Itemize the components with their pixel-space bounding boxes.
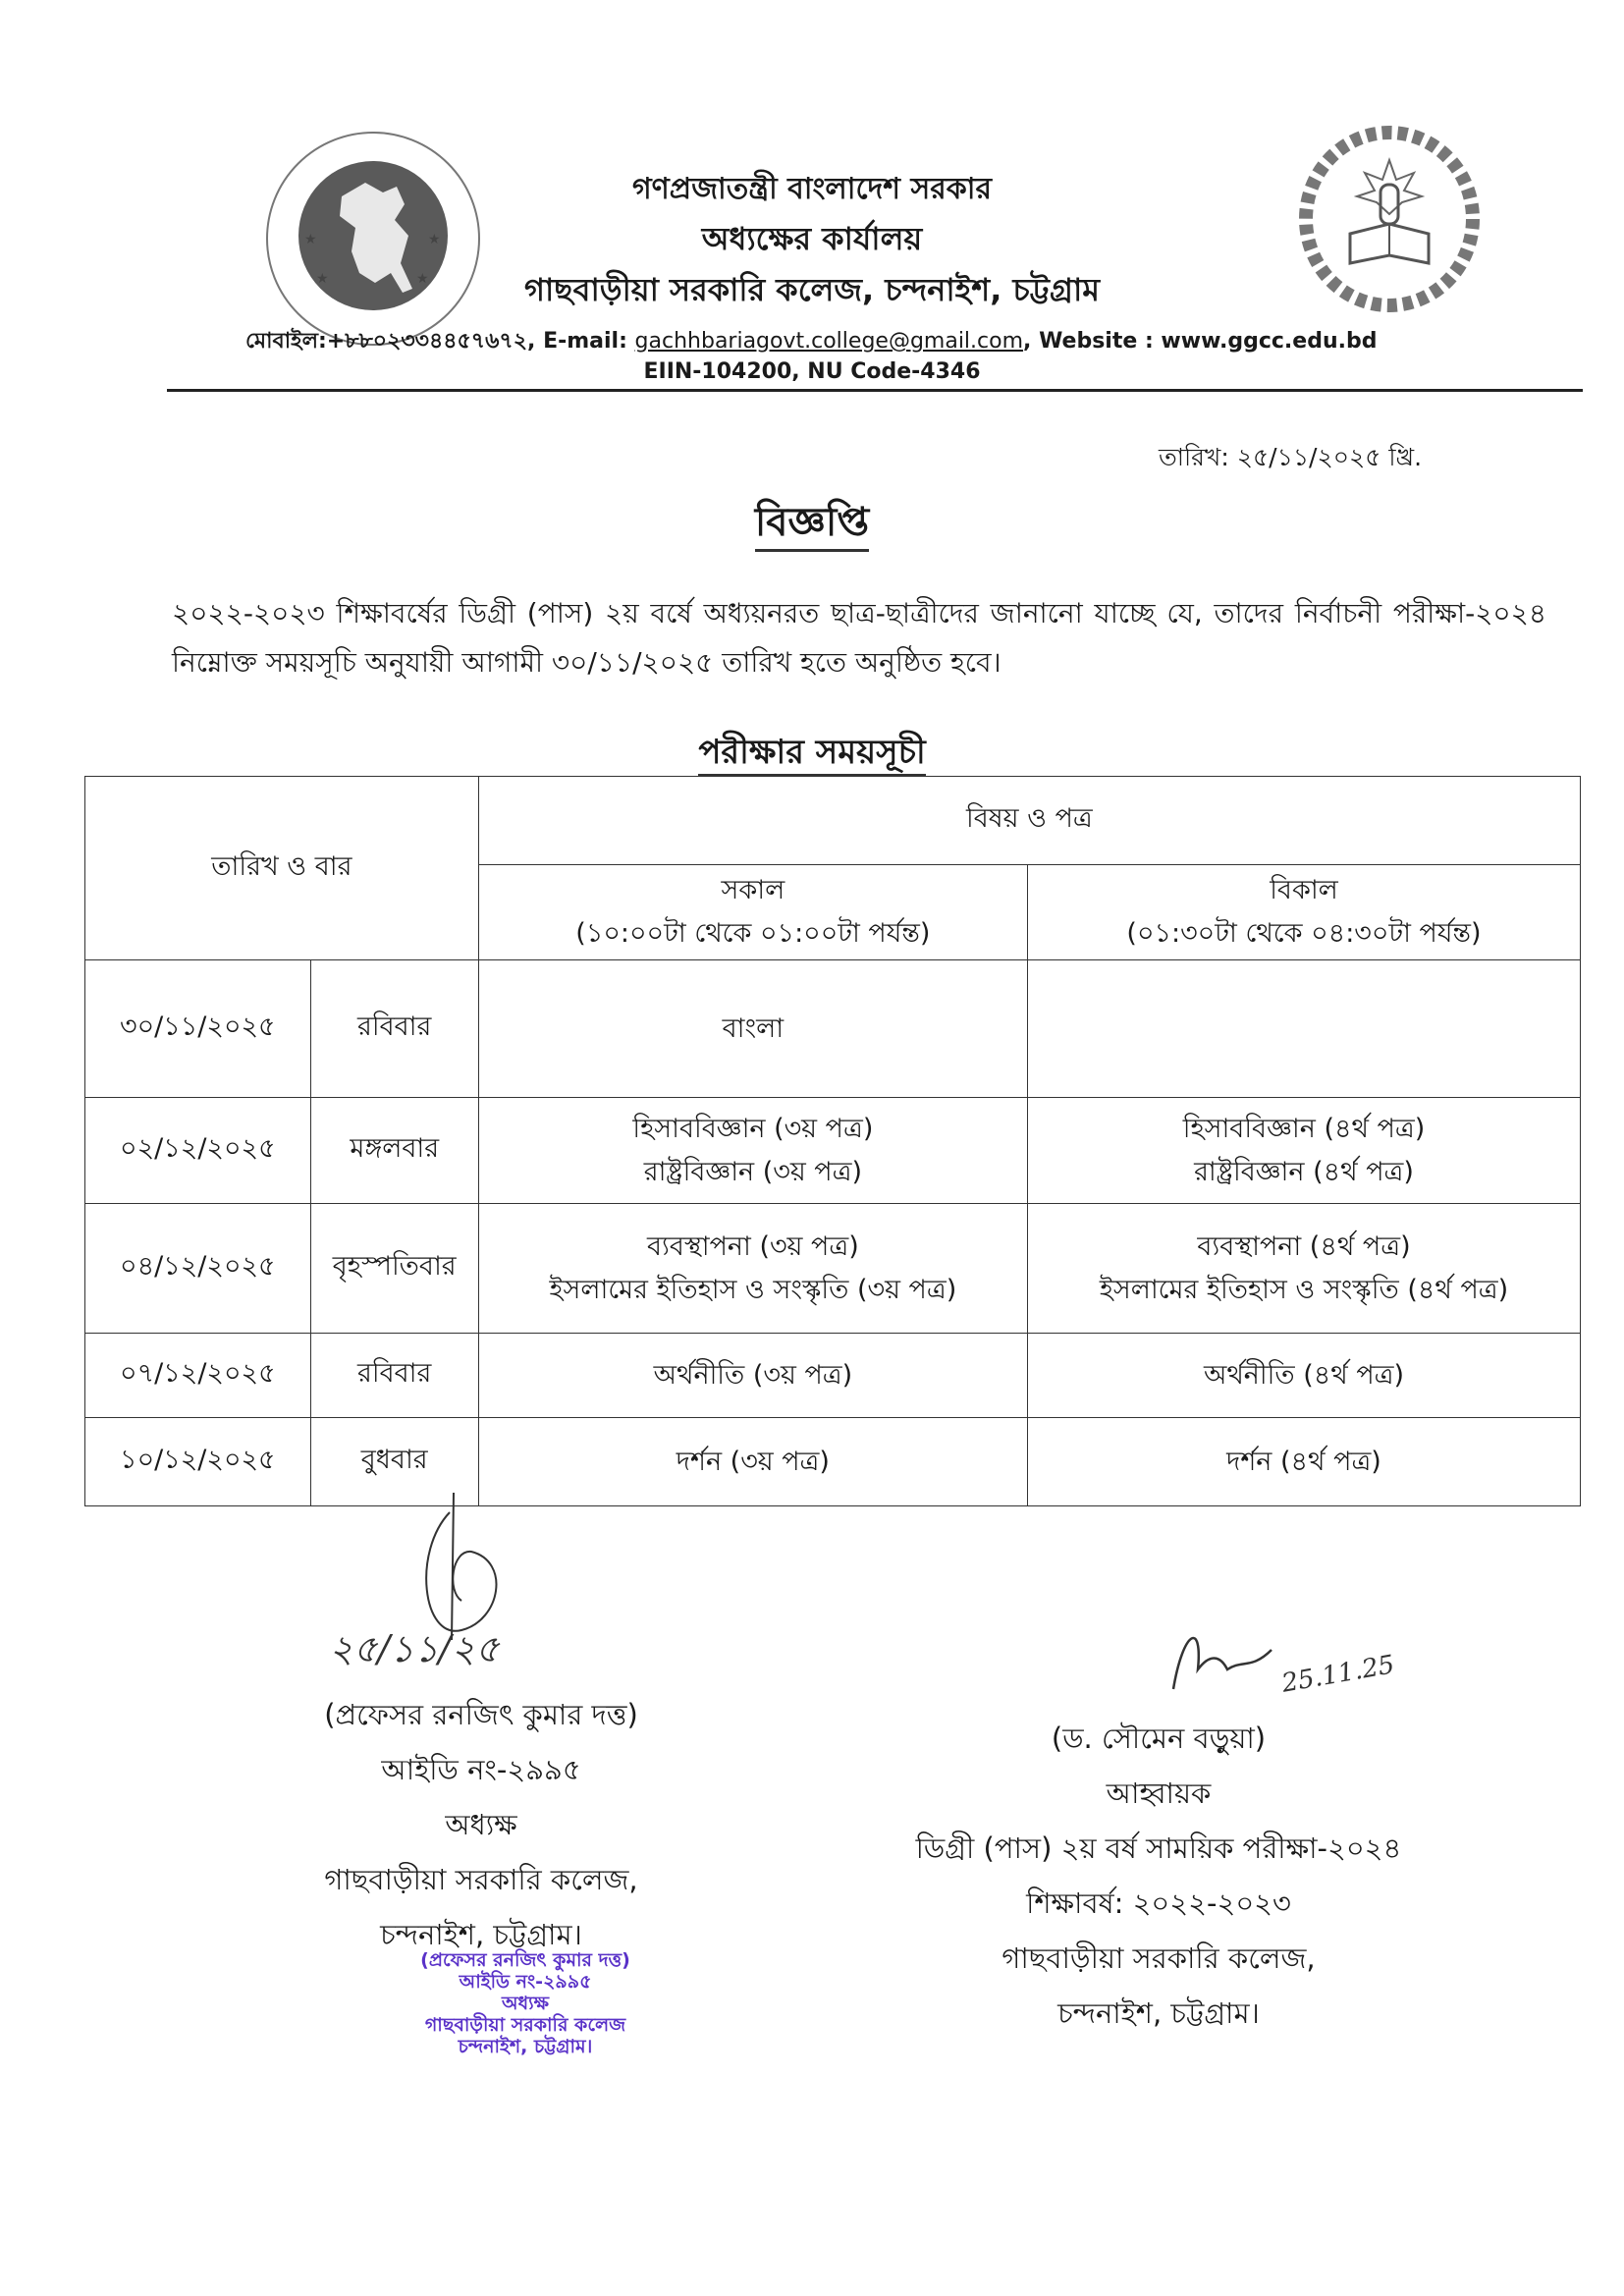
schedule-title-text: পরীক্ষার সময়সূচী bbox=[698, 733, 925, 777]
principal-institution: গাছবাড়ীয়া সরকারি কলেজ, bbox=[324, 1863, 638, 1896]
afternoon-subject: হিসাববিজ্ঞান (৪র্থ পত্র) bbox=[1182, 1113, 1426, 1144]
table-row bbox=[85, 960, 1581, 1098]
exam-day: বৃহস্পতিবার bbox=[310, 1204, 478, 1334]
convener-signature bbox=[1154, 1620, 1291, 1699]
table-row bbox=[85, 1418, 1581, 1506]
notice-title bbox=[0, 491, 1624, 557]
table-row bbox=[85, 1204, 1581, 1334]
svg-text:★: ★ bbox=[428, 232, 441, 247]
morning-subject: রাষ্ট্রবিজ্ঞান (৩য় পত্র) bbox=[643, 1156, 863, 1187]
convener-designation: আহ্বায়ক bbox=[1106, 1777, 1212, 1810]
svg-text:★: ★ bbox=[416, 271, 429, 287]
exam-day: রবিবার bbox=[310, 960, 478, 1098]
morning-subject: অর্থনীতি (৩য় পত্র) bbox=[653, 1359, 853, 1391]
email-label: E-mail: bbox=[543, 329, 627, 354]
subject-header: বিষয় ও পত্র bbox=[478, 777, 1580, 865]
morning-subject: ইসলামের ইতিহাস ও সংস্কৃতি (৩য় পত্র) bbox=[549, 1274, 957, 1305]
mobile-number: +৮৮০২৩৩৪৪৫৭৬৭২ bbox=[326, 329, 528, 354]
morning-subjects bbox=[478, 1098, 1027, 1204]
afternoon-subjects bbox=[1027, 960, 1580, 1098]
exam-date: ০৭/১২/২০২৫ bbox=[85, 1334, 311, 1418]
convener-session: শিক্ষাবর্ষ: ২০২২-২০২৩ bbox=[1026, 1886, 1291, 1920]
convener-location: চন্দনাইশ, চট্টগ্রাম। bbox=[1057, 1996, 1260, 2030]
convener-name: (ড. সৌমেন বড়ুয়া) bbox=[1051, 1722, 1267, 1755]
afternoon-time: (০১:৩০টা থেকে ০৪:৩০টা পর্যন্ত) bbox=[1126, 918, 1482, 949]
afternoon-subjects bbox=[1027, 1204, 1580, 1334]
principal-designation: অধ্যক্ষ bbox=[445, 1808, 517, 1841]
afternoon-subject: ব্যবস্থাপনা (৪র্থ পত্র) bbox=[1197, 1230, 1411, 1262]
convener-committee: ডিগ্রী (পাস) ২য় বর্ষ সাময়িক পরীক্ষা-২০২৪ bbox=[915, 1831, 1402, 1865]
stamp-name: (প্রফেসর রনজিৎ কুমার দত্ত) bbox=[420, 1949, 630, 1971]
convener-signature-block bbox=[815, 1711, 1502, 2041]
morning-subject: হিসাববিজ্ঞান (৩য় পত্র) bbox=[632, 1113, 874, 1144]
government-name: গণপ্রজাতন্ত্রী বাংলাদেশ সরকার bbox=[632, 172, 992, 206]
principal-name: (প্রফেসর রনজিৎ কুমার দত্ত) bbox=[324, 1698, 638, 1731]
exam-date: ০২/১২/২০২৫ bbox=[85, 1098, 311, 1204]
principal-location: চন্দনাইশ, চট্টগ্রাম। bbox=[380, 1918, 582, 1951]
schedule-body bbox=[85, 960, 1581, 1506]
exam-day: রবিবার bbox=[310, 1334, 478, 1418]
morning-subject: দর্শন (৩য় পত্র) bbox=[676, 1446, 830, 1477]
email-link[interactable]: gachhbariagovt.college@gmail.com bbox=[634, 329, 1024, 354]
morning-label: সকাল bbox=[721, 875, 785, 905]
notice-title-text: বিজ্ঞপ্তি bbox=[755, 500, 869, 552]
stamp-institution: গাছবাড়ীয়া সরকারি কলেজ bbox=[424, 2014, 626, 2036]
afternoon-subject: ইসলামের ইতিহাস ও সংস্কৃতি (৪র্থ পত্র) bbox=[1099, 1274, 1509, 1305]
stamp-location: চন্দনাইশ, চট্টগ্রাম। bbox=[458, 2036, 593, 2057]
morning-subject: বাংলা bbox=[722, 1012, 785, 1044]
exam-date: ০৪/১২/২০২৫ bbox=[85, 1204, 311, 1334]
exam-day: মঙ্গলবার bbox=[310, 1098, 478, 1204]
stamp-id: আইডি নং-২৯৯৫ bbox=[459, 1971, 592, 1993]
table-row bbox=[85, 1334, 1581, 1418]
notice-date: তারিখ: ২৫/১১/২০২৫ খ্রি. bbox=[1159, 443, 1423, 471]
afternoon-subjects bbox=[1027, 1418, 1580, 1506]
afternoon-subjects bbox=[1027, 1098, 1580, 1204]
morning-subjects bbox=[478, 1204, 1027, 1334]
table-header-row bbox=[85, 777, 1581, 865]
afternoon-subject: রাষ্ট্রবিজ্ঞান (৪র্থ পত্র) bbox=[1194, 1156, 1414, 1187]
morning-subjects bbox=[478, 1418, 1027, 1506]
exam-date: ১০/১২/২০২৫ bbox=[85, 1418, 311, 1506]
svg-text:★: ★ bbox=[316, 271, 329, 287]
morning-header bbox=[478, 865, 1027, 960]
eiin-code: EIIN-104200, NU Code-4346 bbox=[643, 359, 981, 384]
morning-time: (১০:০০টা থেকে ০১:০০টা পর্যন্ত) bbox=[575, 918, 931, 949]
exam-day: বুধবার bbox=[310, 1418, 478, 1506]
office-name: অধ্যক্ষের কার্যালয় bbox=[701, 220, 923, 257]
mobile-label: মোবাইল: bbox=[245, 329, 327, 354]
college-name: গাছবাড়ীয়া সরকারি কলেজ, চন্দনাইশ, চট্টগ্রাম bbox=[524, 271, 1100, 308]
contact-line: মোবাইল:+৮৮০২৩৩৪৪৫৭৬৭২, E-mail: gachhbariagovt.college@gmail.com, Website : www.ggcc.edu.bd bbox=[245, 329, 1378, 354]
principal-signature-date: ২৫/১১/২৫ bbox=[329, 1627, 500, 1670]
stamp-designation: অধ্যক্ষ bbox=[501, 1993, 549, 2014]
schedule-title bbox=[0, 727, 1624, 783]
morning-subject: ব্যবস্থাপনা (৩য় পত্র) bbox=[647, 1230, 859, 1262]
principal-signature-block bbox=[255, 1687, 707, 1962]
principal-id: আইডি নং-২৯৯৫ bbox=[381, 1753, 581, 1786]
afternoon-header bbox=[1027, 865, 1580, 960]
header-divider bbox=[167, 389, 1583, 392]
afternoon-subject: অর্থনীতি (৪র্থ পত্র) bbox=[1203, 1359, 1405, 1391]
exam-date: ৩০/১১/২০২৫ bbox=[85, 960, 311, 1098]
afternoon-subjects bbox=[1027, 1334, 1580, 1418]
website-label: Website : bbox=[1039, 329, 1154, 354]
convener-signature-date: 25.11.25 bbox=[1279, 1650, 1397, 1699]
afternoon-label: বিকাল bbox=[1270, 875, 1338, 905]
notice-body: ২০২২-২০২৩ শিক্ষাবর্ষের ডিগ্রী (পাস) ২য় বর্ষে অধ্যয়নরত ছাত্র-ছাত্রীদের জানানো যাচ্ছে যে, তাদের নির্বাচনী পরীক্ষা-২০২৪ নিম্নোক্ত সময়সূচি অনুযায়ী আগামী ৩০/১১/২০২৫ তারিখ হতে অনুষ্ঠিত হবে। bbox=[172, 597, 1546, 679]
exam-schedule-table bbox=[84, 776, 1581, 1506]
morning-subjects bbox=[478, 960, 1027, 1098]
morning-subjects bbox=[478, 1334, 1027, 1418]
afternoon-subject: দর্শন (৪র্থ পত্র) bbox=[1226, 1446, 1381, 1477]
table-row bbox=[85, 1098, 1581, 1204]
principal-seal-stamp bbox=[349, 1949, 702, 2057]
svg-text:★: ★ bbox=[304, 232, 317, 247]
convener-institution: গাছবাড়ীয়া সরকারি কলেজ, bbox=[1001, 1941, 1316, 1975]
date-day-header: তারিখ ও বার bbox=[85, 777, 479, 960]
website-link[interactable]: www.ggcc.edu.bd bbox=[1161, 329, 1378, 354]
